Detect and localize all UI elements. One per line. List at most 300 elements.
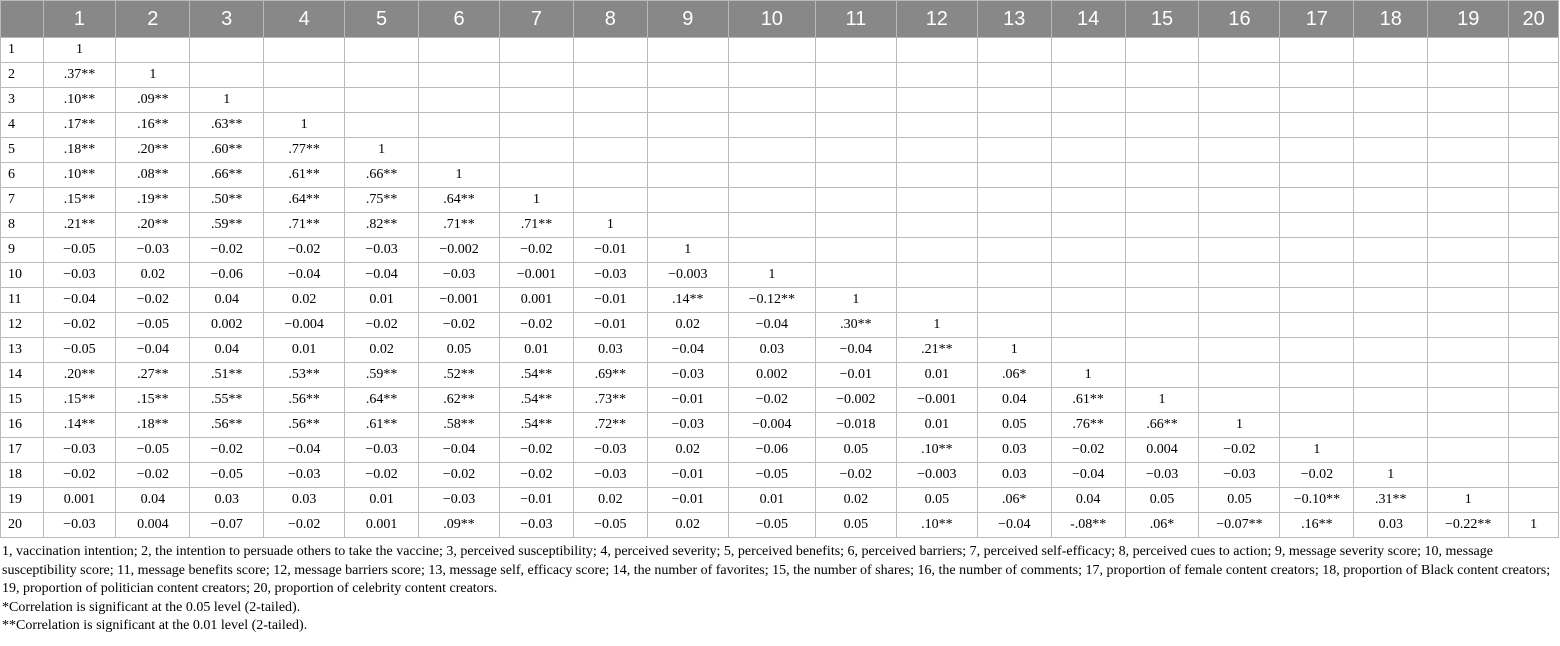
- correlation-cell: [1428, 138, 1509, 163]
- correlation-cell: [1051, 38, 1125, 63]
- table-row: [1, 63, 1559, 88]
- correlation-cell: .62**: [419, 388, 500, 413]
- column-header-19: 19: [1428, 1, 1509, 38]
- correlation-cell: [1051, 338, 1125, 363]
- correlation-cell: [896, 113, 977, 138]
- correlation-cell: [419, 113, 500, 138]
- correlation-cell: −0.02: [190, 238, 264, 263]
- correlation-cell: −0.01: [573, 238, 647, 263]
- correlation-cell: [1509, 113, 1559, 138]
- correlation-cell: −0.02: [345, 463, 419, 488]
- correlation-cell: .10**: [896, 513, 977, 538]
- correlation-cell: [1428, 113, 1509, 138]
- correlation-cell: 0.03: [977, 463, 1051, 488]
- correlation-cell: [977, 288, 1051, 313]
- correlation-cell: .66**: [190, 163, 264, 188]
- correlation-cell: 0.03: [977, 438, 1051, 463]
- column-header-4: 4: [264, 1, 345, 38]
- correlation-cell: [1280, 63, 1354, 88]
- correlation-cell: .14**: [647, 288, 728, 313]
- row-label: 7: [1, 188, 44, 213]
- correlation-cell: [977, 238, 1051, 263]
- row-label: 20: [1, 513, 44, 538]
- correlation-cell: [815, 113, 896, 138]
- correlation-cell: 1: [1354, 463, 1428, 488]
- correlation-cell: −0.05: [43, 238, 116, 263]
- row-label: 15: [1, 388, 44, 413]
- correlation-cell: [977, 213, 1051, 238]
- correlation-cell: .64**: [419, 188, 500, 213]
- correlation-cell: .71**: [264, 213, 345, 238]
- correlation-cell: -.08**: [1051, 513, 1125, 538]
- correlation-cell: 0.01: [345, 488, 419, 513]
- correlation-cell: [1051, 288, 1125, 313]
- correlation-cell: [1051, 63, 1125, 88]
- correlation-cell: [728, 113, 815, 138]
- correlation-cell: [1125, 338, 1199, 363]
- correlation-cell: −0.05: [728, 513, 815, 538]
- correlation-cell: .16**: [1280, 513, 1354, 538]
- correlation-cell: −0.04: [264, 438, 345, 463]
- correlation-cell: −0.001: [896, 388, 977, 413]
- column-header-15: 15: [1125, 1, 1199, 38]
- correlation-cell: 0.05: [1199, 488, 1280, 513]
- correlation-cell: −0.03: [43, 438, 116, 463]
- correlation-cell: [977, 63, 1051, 88]
- correlation-cell: .08**: [116, 163, 190, 188]
- correlation-cell: [419, 138, 500, 163]
- correlation-cell: −0.01: [647, 463, 728, 488]
- correlation-cell: .56**: [264, 388, 345, 413]
- correlation-cell: [1354, 113, 1428, 138]
- correlation-cell: .50**: [190, 188, 264, 213]
- correlation-cell: [1428, 88, 1509, 113]
- correlation-cell: [1199, 138, 1280, 163]
- correlation-cell: [728, 63, 815, 88]
- correlation-cell: [573, 188, 647, 213]
- correlation-cell: .20**: [116, 138, 190, 163]
- correlation-cell: [1199, 313, 1280, 338]
- correlation-cell: [500, 163, 574, 188]
- correlation-cell: [1125, 313, 1199, 338]
- correlation-cell: −0.04: [264, 263, 345, 288]
- correlation-cell: .37**: [43, 63, 116, 88]
- correlation-cell: −0.04: [977, 513, 1051, 538]
- correlation-cell: [1428, 63, 1509, 88]
- correlation-cell: [1509, 488, 1559, 513]
- correlation-cell: [896, 188, 977, 213]
- correlation-cell: [1509, 263, 1559, 288]
- correlation-cell: [500, 88, 574, 113]
- correlation-cell: [1428, 38, 1509, 63]
- row-label: 2: [1, 63, 44, 88]
- correlation-cell: [116, 38, 190, 63]
- correlation-cell: 1: [500, 188, 574, 213]
- correlation-cell: 1: [1051, 363, 1125, 388]
- correlation-cell: −0.02: [264, 238, 345, 263]
- table-row: [1, 163, 1559, 188]
- correlation-cell: 0.01: [345, 288, 419, 313]
- table-row: [1, 463, 1559, 488]
- correlation-cell: [1051, 213, 1125, 238]
- correlation-cell: −0.04: [815, 338, 896, 363]
- correlation-cell: .17**: [43, 113, 116, 138]
- correlation-cell: [1051, 238, 1125, 263]
- column-header-5: 5: [345, 1, 419, 38]
- correlation-cell: [1051, 138, 1125, 163]
- correlation-cell: .58**: [419, 413, 500, 438]
- correlation-cell: [1280, 338, 1354, 363]
- correlation-cell: [1354, 238, 1428, 263]
- correlation-cell: [190, 63, 264, 88]
- correlation-cell: [1125, 38, 1199, 63]
- correlation-cell: [1199, 288, 1280, 313]
- correlation-cell: 0.05: [419, 338, 500, 363]
- correlation-cell: −0.03: [43, 513, 116, 538]
- correlation-cell: [1280, 413, 1354, 438]
- correlation-cell: −0.01: [573, 288, 647, 313]
- correlation-cell: −0.03: [1199, 463, 1280, 488]
- correlation-cell: [1280, 113, 1354, 138]
- correlation-cell: [1509, 238, 1559, 263]
- correlation-cell: [1051, 263, 1125, 288]
- correlation-cell: [1125, 163, 1199, 188]
- correlation-cell: −0.01: [815, 363, 896, 388]
- correlation-cell: [1280, 213, 1354, 238]
- correlation-cell: −0.03: [500, 513, 574, 538]
- correlation-cell: .77**: [264, 138, 345, 163]
- correlation-cell: [1051, 188, 1125, 213]
- row-label: 16: [1, 413, 44, 438]
- correlation-cell: [1509, 313, 1559, 338]
- correlation-cell: [1199, 238, 1280, 263]
- correlation-cell: .61**: [264, 163, 345, 188]
- correlation-cell: −0.05: [728, 463, 815, 488]
- correlation-cell: 0.04: [116, 488, 190, 513]
- correlation-cell: −0.03: [573, 438, 647, 463]
- correlation-cell: −0.02: [1280, 463, 1354, 488]
- correlation-cell: 1: [977, 338, 1051, 363]
- correlation-cell: 1: [573, 213, 647, 238]
- correlation-cell: .20**: [116, 213, 190, 238]
- correlation-cell: [896, 163, 977, 188]
- correlation-cell: .21**: [43, 213, 116, 238]
- correlation-cell: .59**: [345, 363, 419, 388]
- correlation-cell: [896, 38, 977, 63]
- column-header-9: 9: [647, 1, 728, 38]
- correlation-cell: [1125, 113, 1199, 138]
- correlation-cell: [1354, 138, 1428, 163]
- correlation-cell: −0.02: [345, 313, 419, 338]
- correlation-cell: −0.07: [190, 513, 264, 538]
- correlation-cell: −0.02: [264, 513, 345, 538]
- footnote-significance-01: **Correlation is significant at the 0.01 level (2-tailed).: [2, 618, 308, 634]
- correlation-cell: 0.001: [43, 488, 116, 513]
- correlation-cell: [647, 113, 728, 138]
- table-row: [1, 188, 1559, 213]
- correlation-cell: .56**: [264, 413, 345, 438]
- column-header-8: 8: [573, 1, 647, 38]
- correlation-cell: [896, 288, 977, 313]
- correlation-cell: [1354, 38, 1428, 63]
- correlation-cell: 0.001: [345, 513, 419, 538]
- correlation-cell: [1199, 163, 1280, 188]
- correlation-cell: [815, 138, 896, 163]
- correlation-cell: [1354, 288, 1428, 313]
- header-row: [1, 1, 1559, 38]
- correlation-cell: 0.004: [1125, 438, 1199, 463]
- correlation-cell: [977, 88, 1051, 113]
- row-label: 3: [1, 88, 44, 113]
- correlation-cell: [190, 38, 264, 63]
- correlation-cell: [647, 63, 728, 88]
- correlation-cell: .52**: [419, 363, 500, 388]
- correlation-cell: −0.02: [1199, 438, 1280, 463]
- correlation-cell: 1: [264, 113, 345, 138]
- correlation-cell: 0.02: [647, 513, 728, 538]
- correlation-cell: −0.04: [345, 263, 419, 288]
- correlation-cell: −0.02: [1051, 438, 1125, 463]
- correlation-cell: −0.05: [116, 313, 190, 338]
- correlation-cell: 0.05: [896, 488, 977, 513]
- correlation-cell: [728, 213, 815, 238]
- table-row: [1, 238, 1559, 263]
- correlation-cell: −0.03: [573, 263, 647, 288]
- correlation-cell: 0.01: [264, 338, 345, 363]
- correlation-cell: [345, 63, 419, 88]
- correlation-cell: −0.003: [647, 263, 728, 288]
- table-row: [1, 488, 1559, 513]
- correlation-cell: .55**: [190, 388, 264, 413]
- correlation-cell: [1428, 413, 1509, 438]
- correlation-cell: [1199, 188, 1280, 213]
- correlation-cell: [1428, 463, 1509, 488]
- correlation-cell: .63**: [190, 113, 264, 138]
- correlation-cell: −0.04: [419, 438, 500, 463]
- correlation-cell: 1: [116, 63, 190, 88]
- correlation-cell: [419, 38, 500, 63]
- correlation-cell: −0.04: [116, 338, 190, 363]
- correlation-cell: −0.01: [573, 313, 647, 338]
- correlation-cell: [264, 63, 345, 88]
- correlation-cell: [500, 138, 574, 163]
- correlation-cell: [815, 238, 896, 263]
- correlation-cell: 0.01: [896, 363, 977, 388]
- correlation-cell: [1509, 338, 1559, 363]
- correlation-cell: .10**: [43, 88, 116, 113]
- correlation-cell: 1: [419, 163, 500, 188]
- correlation-cell: .31**: [1354, 488, 1428, 513]
- correlation-cell: .71**: [419, 213, 500, 238]
- correlation-cell: [1125, 63, 1199, 88]
- correlation-cell: [1509, 138, 1559, 163]
- correlation-cell: −0.01: [647, 388, 728, 413]
- correlation-cell: −0.10**: [1280, 488, 1354, 513]
- correlation-cell: [977, 38, 1051, 63]
- correlation-cell: .06*: [977, 363, 1051, 388]
- correlation-cell: 0.02: [345, 338, 419, 363]
- row-label: 9: [1, 238, 44, 263]
- correlation-cell: [573, 113, 647, 138]
- correlation-cell: 0.002: [190, 313, 264, 338]
- correlation-cell: −0.03: [647, 363, 728, 388]
- correlation-cell: 1: [1199, 413, 1280, 438]
- correlation-cell: [1199, 338, 1280, 363]
- correlation-cell: 0.04: [977, 388, 1051, 413]
- correlation-cell: [1354, 213, 1428, 238]
- correlation-cell: 1: [728, 263, 815, 288]
- correlation-cell: −0.02: [728, 388, 815, 413]
- correlation-cell: [1509, 38, 1559, 63]
- correlation-cell: [1354, 363, 1428, 388]
- correlation-cell: −0.01: [647, 488, 728, 513]
- correlation-cell: −0.05: [190, 463, 264, 488]
- correlation-cell: [1509, 288, 1559, 313]
- correlation-cell: −0.22**: [1428, 513, 1509, 538]
- table-header: [1, 1, 1559, 38]
- footnote-significance-05: *Correlation is significant at the 0.05 level (2-tailed).: [2, 599, 301, 615]
- correlation-cell: [815, 88, 896, 113]
- correlation-cell: [815, 188, 896, 213]
- correlation-cell: [500, 63, 574, 88]
- correlation-cell: [1428, 363, 1509, 388]
- correlation-cell: [1199, 88, 1280, 113]
- correlation-cell: −0.03: [345, 238, 419, 263]
- correlation-cell: .20**: [43, 363, 116, 388]
- correlation-cell: −0.04: [647, 338, 728, 363]
- correlation-cell: .64**: [264, 188, 345, 213]
- correlation-cell: .75**: [345, 188, 419, 213]
- correlation-cell: [1280, 138, 1354, 163]
- correlation-cell: [1280, 163, 1354, 188]
- correlation-cell: [728, 238, 815, 263]
- correlation-cell: [1428, 163, 1509, 188]
- correlation-cell: .27**: [116, 363, 190, 388]
- header-corner-cell: [1, 1, 44, 38]
- correlation-cell: −0.03: [573, 463, 647, 488]
- column-header-1: 1: [43, 1, 116, 38]
- correlation-cell: −0.002: [419, 238, 500, 263]
- correlation-cell: 1: [1280, 438, 1354, 463]
- correlation-cell: [1354, 63, 1428, 88]
- correlation-cell: [1280, 263, 1354, 288]
- footnote-variable-key: 1, vaccination intention; 2, the intention to persuade others to take the vaccine; 3, perceived susceptibility; 4, perceived severity; 5, perceived benefits; 6, perceived barriers; 7, perceived self-efficacy; 8, perceived cues to action; 9, message severity score; 10, message susceptibility score; 11, message benefits score; 12, message barriers score; 13, message self, efficacy score; 14, the number of favorites; 15, the number of shares; 16, the number of comments; 17, proportion of female content creators; 18, proportion of Black content creators; 19, proportion of politician content creators; 20, proportion of celebrity content creators.: [2, 544, 1551, 597]
- correlation-cell: .54**: [500, 413, 574, 438]
- table-row: [1, 288, 1559, 313]
- correlation-cell: [896, 88, 977, 113]
- correlation-cell: 0.05: [977, 413, 1051, 438]
- correlation-cell: 0.02: [647, 313, 728, 338]
- correlation-cell: [573, 163, 647, 188]
- correlation-cell: [1509, 413, 1559, 438]
- correlation-cell: −0.02: [815, 463, 896, 488]
- column-header-17: 17: [1280, 1, 1354, 38]
- table-row: [1, 513, 1559, 538]
- correlation-cell: −0.003: [896, 463, 977, 488]
- correlation-cell: [1428, 188, 1509, 213]
- correlation-cell: [1428, 438, 1509, 463]
- correlation-cell: [1199, 113, 1280, 138]
- row-label: 18: [1, 463, 44, 488]
- correlation-cell: .15**: [43, 388, 116, 413]
- column-header-18: 18: [1354, 1, 1428, 38]
- correlation-cell: −0.03: [345, 438, 419, 463]
- correlation-cell: −0.05: [43, 338, 116, 363]
- correlation-cell: [1354, 388, 1428, 413]
- correlation-cell: 1: [1428, 488, 1509, 513]
- table-row: [1, 338, 1559, 363]
- table-row: [1, 413, 1559, 438]
- correlation-cell: .19**: [116, 188, 190, 213]
- correlation-cell: 1: [647, 238, 728, 263]
- correlation-cell: [1051, 113, 1125, 138]
- correlation-cell: 0.02: [116, 263, 190, 288]
- correlation-cell: 0.05: [815, 513, 896, 538]
- correlation-cell: −0.02: [43, 313, 116, 338]
- column-header-10: 10: [728, 1, 815, 38]
- correlation-cell: 0.01: [728, 488, 815, 513]
- correlation-cell: [1051, 313, 1125, 338]
- table-row: [1, 213, 1559, 238]
- correlation-cell: [896, 238, 977, 263]
- correlation-cell: .18**: [116, 413, 190, 438]
- correlation-cell: 0.02: [573, 488, 647, 513]
- correlation-cell: −0.004: [728, 413, 815, 438]
- correlation-cell: 0.03: [728, 338, 815, 363]
- correlation-cell: [1428, 313, 1509, 338]
- row-label: 8: [1, 213, 44, 238]
- correlation-cell: .06*: [1125, 513, 1199, 538]
- correlation-cell: [1125, 213, 1199, 238]
- correlation-cell: [728, 188, 815, 213]
- row-label: 6: [1, 163, 44, 188]
- correlation-cell: [896, 263, 977, 288]
- correlation-cell: [1280, 313, 1354, 338]
- table-row: [1, 363, 1559, 388]
- correlation-cell: −0.06: [190, 263, 264, 288]
- correlation-cell: 0.04: [190, 338, 264, 363]
- row-label: 4: [1, 113, 44, 138]
- correlation-cell: [573, 88, 647, 113]
- correlation-cell: .76**: [1051, 413, 1125, 438]
- correlation-cell: [815, 163, 896, 188]
- table-row: [1, 388, 1559, 413]
- correlation-cell: [345, 38, 419, 63]
- correlation-cell: 0.001: [500, 288, 574, 313]
- correlation-cell: 1: [190, 88, 264, 113]
- correlation-cell: 1: [43, 38, 116, 63]
- correlation-cell: .60**: [190, 138, 264, 163]
- correlation-cell: [1280, 238, 1354, 263]
- correlation-cell: [896, 63, 977, 88]
- correlation-cell: [1354, 313, 1428, 338]
- correlation-cell: [815, 213, 896, 238]
- column-header-14: 14: [1051, 1, 1125, 38]
- correlation-cell: [1051, 163, 1125, 188]
- correlation-cell: .53**: [264, 363, 345, 388]
- correlation-cell: 0.01: [896, 413, 977, 438]
- correlation-cell: [1280, 388, 1354, 413]
- correlation-cell: [1199, 388, 1280, 413]
- correlation-cell: [1509, 188, 1559, 213]
- correlation-cell: .61**: [1051, 388, 1125, 413]
- correlation-cell: [1199, 63, 1280, 88]
- correlation-cell: .61**: [345, 413, 419, 438]
- correlation-cell: [1428, 338, 1509, 363]
- correlation-cell: [1428, 213, 1509, 238]
- correlation-cell: [728, 163, 815, 188]
- correlation-cell: .64**: [345, 388, 419, 413]
